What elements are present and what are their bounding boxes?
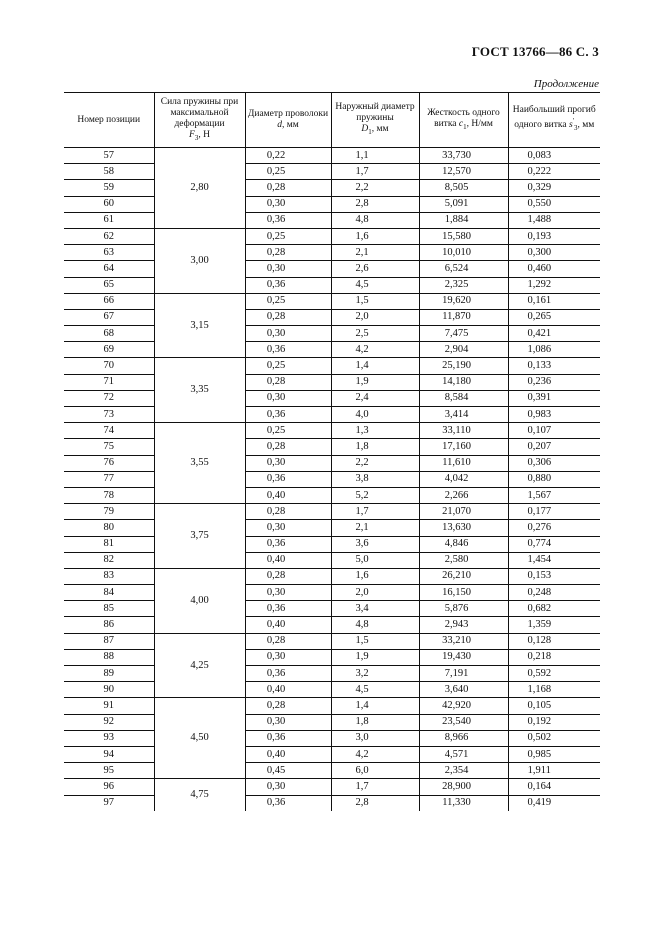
- outer-diameter-cell: 1,3: [331, 423, 419, 439]
- deflection-cell: 0,300: [508, 245, 600, 261]
- table-row: [64, 795, 600, 811]
- position-cell: 75: [64, 439, 154, 455]
- outer-diameter-cell: 1,6: [331, 228, 419, 244]
- table-row: [64, 245, 600, 261]
- position-cell: 78: [64, 487, 154, 503]
- table-row: [64, 487, 600, 503]
- stiffness-cell: 5,876: [419, 601, 508, 617]
- deflection-cell: 0,128: [508, 633, 600, 649]
- deflection-cell: 1,168: [508, 682, 600, 698]
- position-cell: 65: [64, 277, 154, 293]
- deflection-cell: 1,086: [508, 342, 600, 358]
- position-cell: 74: [64, 423, 154, 439]
- wire-diameter-cell: 0,36: [245, 212, 331, 228]
- stiffness-cell: 17,160: [419, 439, 508, 455]
- stiffness-cell: 7,475: [419, 326, 508, 342]
- position-cell: 67: [64, 309, 154, 325]
- position-cell: 76: [64, 455, 154, 471]
- outer-diameter-cell: 1,8: [331, 439, 419, 455]
- deflection-cell: 0,248: [508, 585, 600, 601]
- position-cell: 91: [64, 698, 154, 714]
- position-cell: 95: [64, 763, 154, 779]
- col-header-stiffness: [419, 93, 508, 148]
- table-row: [64, 309, 600, 325]
- position-cell: 58: [64, 164, 154, 180]
- col-position-label: Номер позиции: [77, 114, 141, 125]
- position-cell: 83: [64, 568, 154, 584]
- outer-diameter-cell: 1,5: [331, 293, 419, 309]
- deflection-cell: 0,193: [508, 228, 600, 244]
- continuation-label: Продолжение: [533, 78, 599, 90]
- wire-diameter-cell: 0,28: [245, 568, 331, 584]
- wire-diameter-cell: 0,36: [245, 730, 331, 746]
- outer-diameter-cell: 2,0: [331, 585, 419, 601]
- deflection-cell: 0,460: [508, 261, 600, 277]
- outer-diameter-cell: 3,4: [331, 601, 419, 617]
- position-cell: 86: [64, 617, 154, 633]
- outer-diameter-cell: 2,4: [331, 390, 419, 406]
- stiffness-cell: 11,610: [419, 455, 508, 471]
- wire-diameter-cell: 0,36: [245, 471, 331, 487]
- outer-diameter-cell: 1,7: [331, 779, 419, 795]
- deflection-cell: 0,421: [508, 326, 600, 342]
- wire-diameter-cell: 0,36: [245, 536, 331, 552]
- wire-diameter-cell: 0,40: [245, 552, 331, 568]
- outer-unit: , мм: [371, 124, 389, 135]
- outer-diameter-cell: 4,0: [331, 407, 419, 423]
- wire-diameter-cell: 0,25: [245, 358, 331, 374]
- stiffness-cell: 8,505: [419, 180, 508, 196]
- table-row: [64, 520, 600, 536]
- wire-diameter-cell: 0,30: [245, 585, 331, 601]
- outer-diameter-cell: 4,5: [331, 277, 419, 293]
- stiffness-cell: 26,210: [419, 568, 508, 584]
- table-row: [64, 714, 600, 730]
- stiffness-cell: 19,620: [419, 293, 508, 309]
- table-row: [64, 455, 600, 471]
- deflection-cell: 0,133: [508, 358, 600, 374]
- outer-diameter-cell: 1,1: [331, 148, 419, 164]
- stiffness-symbol: c: [458, 118, 464, 129]
- stiffness-unit: , Н/мм: [466, 118, 493, 129]
- position-cell: 94: [64, 746, 154, 762]
- table-row: [64, 423, 600, 439]
- deflection-cell: 1,488: [508, 212, 600, 228]
- wire-diameter-cell: 0,22: [245, 148, 331, 164]
- force-cell: 2,80: [154, 148, 245, 229]
- deflection-cell: 0,153: [508, 568, 600, 584]
- wire-diameter-cell: 0,28: [245, 504, 331, 520]
- deflection-cell: 0,207: [508, 439, 600, 455]
- force-unit: , Н: [198, 129, 210, 140]
- position-cell: 79: [64, 504, 154, 520]
- table-row: [64, 326, 600, 342]
- col-stiffness-label: Жесткость одного витка: [427, 107, 500, 129]
- table-row: [64, 407, 600, 423]
- wire-diameter-cell: 0,40: [245, 617, 331, 633]
- stiffness-cell: 2,943: [419, 617, 508, 633]
- outer-diameter-cell: 2,6: [331, 261, 419, 277]
- position-cell: 82: [64, 552, 154, 568]
- stiffness-cell: 11,870: [419, 309, 508, 325]
- deflection-cell: 0,164: [508, 779, 600, 795]
- outer-diameter-cell: 2,1: [331, 245, 419, 261]
- deflection-cell: 1,454: [508, 552, 600, 568]
- outer-diameter-cell: 3,8: [331, 471, 419, 487]
- outer-diameter-cell: 3,0: [331, 730, 419, 746]
- force-cell: 3,00: [154, 228, 245, 293]
- wire-diameter-cell: 0,28: [245, 180, 331, 196]
- stiffness-cell: 4,571: [419, 746, 508, 762]
- deflection-unit: , мм: [577, 120, 595, 131]
- position-cell: 61: [64, 212, 154, 228]
- wire-diameter-cell: 0,30: [245, 714, 331, 730]
- force-cell: 3,55: [154, 423, 245, 504]
- table-row: [64, 552, 600, 568]
- deflection-cell: 0,306: [508, 455, 600, 471]
- wire-diameter-cell: 0,28: [245, 439, 331, 455]
- wire-diameter-cell: 0,28: [245, 374, 331, 390]
- deflection-cell: 0,502: [508, 730, 600, 746]
- wire-diameter-cell: 0,36: [245, 342, 331, 358]
- table-row: [64, 164, 600, 180]
- force-cell: 4,75: [154, 779, 245, 811]
- outer-diameter-cell: 1,9: [331, 649, 419, 665]
- position-cell: 62: [64, 228, 154, 244]
- position-cell: 69: [64, 342, 154, 358]
- position-cell: 71: [64, 374, 154, 390]
- table-row: [64, 228, 600, 244]
- col-header-force: [154, 93, 245, 148]
- deflection-cell: 0,880: [508, 471, 600, 487]
- stiffness-cell: 7,191: [419, 666, 508, 682]
- stiffness-cell: 13,630: [419, 520, 508, 536]
- wire-diameter-cell: 0,36: [245, 407, 331, 423]
- position-cell: 64: [64, 261, 154, 277]
- wire-diameter-cell: 0,40: [245, 746, 331, 762]
- position-cell: 96: [64, 779, 154, 795]
- table-row: [64, 682, 600, 698]
- table-header-row: [64, 93, 600, 148]
- position-cell: 60: [64, 196, 154, 212]
- wire-diameter-cell: 0,36: [245, 277, 331, 293]
- stiffness-cell: 3,640: [419, 682, 508, 698]
- position-cell: 85: [64, 601, 154, 617]
- outer-diameter-cell: 2,8: [331, 795, 419, 811]
- wire-diameter-cell: 0,45: [245, 763, 331, 779]
- spring-spec-table: [64, 92, 600, 811]
- col-header-outer-diameter: [331, 93, 419, 148]
- outer-diameter-cell: 4,2: [331, 746, 419, 762]
- deflection-prime: ': [572, 117, 574, 126]
- position-cell: 59: [64, 180, 154, 196]
- stiffness-cell: 2,904: [419, 342, 508, 358]
- col-deflection-label: Наибольший прогиб одного витка: [512, 105, 596, 131]
- force-cell: 4,50: [154, 698, 245, 779]
- stiffness-cell: 25,190: [419, 358, 508, 374]
- deflection-cell: 0,107: [508, 423, 600, 439]
- table-row: [64, 568, 600, 584]
- table-row: [64, 196, 600, 212]
- deflection-cell: 0,083: [508, 148, 600, 164]
- table-row: [64, 277, 600, 293]
- stiffness-cell: 8,966: [419, 730, 508, 746]
- outer-diameter-cell: 5,0: [331, 552, 419, 568]
- outer-diameter-cell: 2,1: [331, 520, 419, 536]
- stiffness-cell: 33,210: [419, 633, 508, 649]
- deflection-cell: 1,359: [508, 617, 600, 633]
- position-cell: 92: [64, 714, 154, 730]
- position-cell: 90: [64, 682, 154, 698]
- outer-subscript: 1: [368, 127, 372, 136]
- outer-diameter-cell: 1,6: [331, 568, 419, 584]
- wire-diameter-cell: 0,30: [245, 390, 331, 406]
- force-subscript: 3: [194, 133, 199, 142]
- outer-diameter-cell: 4,8: [331, 617, 419, 633]
- position-cell: 72: [64, 390, 154, 406]
- wire-diameter-cell: 0,30: [245, 261, 331, 277]
- table-row: [64, 293, 600, 309]
- force-cell: 3,35: [154, 358, 245, 423]
- deflection-cell: 1,911: [508, 763, 600, 779]
- page-header: ГОСТ 13766—86 С. 3: [471, 44, 599, 59]
- deflection-cell: 0,222: [508, 164, 600, 180]
- deflection-cell: 0,177: [508, 504, 600, 520]
- wire-diameter-cell: 0,25: [245, 293, 331, 309]
- wire-diameter-cell: 0,30: [245, 520, 331, 536]
- position-cell: 70: [64, 358, 154, 374]
- table-row: [64, 633, 600, 649]
- col-header-deflection: [508, 93, 600, 148]
- deflection-cell: 0,419: [508, 795, 600, 811]
- table-row: [64, 666, 600, 682]
- wire-diameter-cell: 0,30: [245, 196, 331, 212]
- stiffness-cell: 5,091: [419, 196, 508, 212]
- outer-diameter-cell: 2,5: [331, 326, 419, 342]
- stiffness-cell: 33,730: [419, 148, 508, 164]
- position-cell: 73: [64, 407, 154, 423]
- table-row: [64, 212, 600, 228]
- stiffness-cell: 15,580: [419, 228, 508, 244]
- col-header-position: [64, 93, 154, 148]
- force-cell: 4,25: [154, 633, 245, 698]
- stiffness-cell: 3,414: [419, 407, 508, 423]
- wire-diameter-cell: 0,30: [245, 455, 331, 471]
- deflection-cell: 0,105: [508, 698, 600, 714]
- position-cell: 77: [64, 471, 154, 487]
- deflection-symbol: s: [568, 120, 573, 131]
- deflection-cell: 0,983: [508, 407, 600, 423]
- outer-diameter-cell: 1,8: [331, 714, 419, 730]
- stiffness-cell: 2,266: [419, 487, 508, 503]
- stiffness-cell: 4,846: [419, 536, 508, 552]
- wire-diameter-cell: 0,40: [245, 682, 331, 698]
- table-row: [64, 374, 600, 390]
- wire-diameter-cell: 0,25: [245, 423, 331, 439]
- wire-diameter-cell: 0,28: [245, 309, 331, 325]
- stiffness-cell: 2,325: [419, 277, 508, 293]
- wire-diameter-cell: 0,36: [245, 601, 331, 617]
- outer-diameter-cell: 6,0: [331, 763, 419, 779]
- wire-diameter-cell: 0,30: [245, 326, 331, 342]
- outer-diameter-cell: 2,2: [331, 455, 419, 471]
- deflection-cell: 0,774: [508, 536, 600, 552]
- wire-diameter-cell: 0,30: [245, 779, 331, 795]
- force-cell: 4,00: [154, 568, 245, 633]
- deflection-cell: 0,192: [508, 714, 600, 730]
- position-cell: 66: [64, 293, 154, 309]
- table-row: [64, 471, 600, 487]
- deflection-cell: 0,329: [508, 180, 600, 196]
- wire-diameter-cell: 0,30: [245, 649, 331, 665]
- table-row: [64, 358, 600, 374]
- force-symbol: F: [189, 129, 195, 140]
- stiffness-cell: 33,110: [419, 423, 508, 439]
- stiffness-cell: 1,884: [419, 212, 508, 228]
- outer-diameter-cell: 1,9: [331, 374, 419, 390]
- wire-diameter-cell: 0,25: [245, 228, 331, 244]
- outer-diameter-cell: 2,2: [331, 180, 419, 196]
- stiffness-cell: 2,580: [419, 552, 508, 568]
- deflection-cell: 0,161: [508, 293, 600, 309]
- table-row: [64, 601, 600, 617]
- table-row: [64, 779, 600, 795]
- table-row: [64, 504, 600, 520]
- outer-diameter-cell: 1,4: [331, 358, 419, 374]
- stiffness-cell: 4,042: [419, 471, 508, 487]
- wire-diameter-cell: 0,28: [245, 245, 331, 261]
- table-body: [64, 148, 600, 811]
- outer-diameter-cell: 3,2: [331, 666, 419, 682]
- position-cell: 57: [64, 148, 154, 164]
- stiffness-cell: 28,900: [419, 779, 508, 795]
- outer-diameter-cell: 4,5: [331, 682, 419, 698]
- table-row: [64, 617, 600, 633]
- stiffness-subscript: 1: [463, 122, 467, 131]
- outer-diameter-cell: 1,7: [331, 504, 419, 520]
- table-row: [64, 261, 600, 277]
- outer-diameter-cell: 3,6: [331, 536, 419, 552]
- stiffness-cell: 10,010: [419, 245, 508, 261]
- outer-diameter-cell: 5,2: [331, 487, 419, 503]
- deflection-cell: 0,682: [508, 601, 600, 617]
- outer-diameter-cell: 2,8: [331, 196, 419, 212]
- position-cell: 89: [64, 666, 154, 682]
- outer-diameter-cell: 1,7: [331, 164, 419, 180]
- position-cell: 80: [64, 520, 154, 536]
- col-wire-label: Диаметр проволоки: [247, 109, 329, 119]
- table-row: [64, 730, 600, 746]
- position-cell: 63: [64, 245, 154, 261]
- col-outer-label: Наружный диаметр пружины: [335, 102, 415, 124]
- table-row: [64, 180, 600, 196]
- wire-diameter-cell: 0,36: [245, 795, 331, 811]
- table-row: [64, 439, 600, 455]
- force-cell: 3,15: [154, 293, 245, 358]
- table-row: [64, 585, 600, 601]
- force-cell: 3,75: [154, 504, 245, 569]
- table-row: [64, 746, 600, 762]
- stiffness-cell: 14,180: [419, 374, 508, 390]
- stiffness-cell: 21,070: [419, 504, 508, 520]
- deflection-cell: 0,391: [508, 390, 600, 406]
- stiffness-cell: 2,354: [419, 763, 508, 779]
- col-force-label: Сила пружины при максимальной деформации: [160, 96, 239, 129]
- wire-symbol: d: [277, 120, 282, 130]
- deflection-cell: 0,218: [508, 649, 600, 665]
- table-row: [64, 763, 600, 779]
- position-cell: 97: [103, 797, 114, 809]
- table-row: [64, 390, 600, 406]
- wire-diameter-cell: 0,25: [245, 164, 331, 180]
- stiffness-cell: 12,570: [419, 164, 508, 180]
- deflection-cell: 0,276: [508, 520, 600, 536]
- position-cell: 88: [64, 649, 154, 665]
- wire-diameter-cell: 0,40: [245, 487, 331, 503]
- outer-diameter-cell: 1,4: [331, 698, 419, 714]
- wire-diameter-cell: 0,28: [245, 698, 331, 714]
- outer-diameter-cell: 4,8: [331, 212, 419, 228]
- table-row: [64, 698, 600, 714]
- wire-unit: , мм: [281, 120, 299, 130]
- stiffness-cell: 11,330: [419, 795, 508, 811]
- position-cell: 84: [64, 585, 154, 601]
- deflection-cell: 1,292: [508, 277, 600, 293]
- col-header-wire-diameter: [245, 93, 331, 148]
- deflection-cell: 0,265: [508, 309, 600, 325]
- deflection-cell: 0,550: [508, 196, 600, 212]
- stiffness-cell: 8,584: [419, 390, 508, 406]
- position-cell: 68: [64, 326, 154, 342]
- deflection-cell: 0,592: [508, 666, 600, 682]
- position-cell: 87: [64, 633, 154, 649]
- position-cell: 81: [64, 536, 154, 552]
- table-row: [64, 536, 600, 552]
- table-row: [64, 342, 600, 358]
- outer-diameter-cell: 2,0: [331, 309, 419, 325]
- wire-diameter-cell: 0,36: [245, 666, 331, 682]
- stiffness-cell: 6,524: [419, 261, 508, 277]
- deflection-cell: 0,236: [508, 374, 600, 390]
- stiffness-cell: 16,150: [419, 585, 508, 601]
- wire-diameter-cell: 0,28: [245, 633, 331, 649]
- deflection-cell: 1,567: [508, 487, 600, 503]
- outer-diameter-cell: 1,5: [331, 633, 419, 649]
- stiffness-cell: 42,920: [419, 698, 508, 714]
- table-row: [64, 148, 600, 164]
- outer-diameter-cell: 4,2: [331, 342, 419, 358]
- deflection-cell: 0,985: [508, 746, 600, 762]
- table-row: [64, 649, 600, 665]
- position-cell: 93: [64, 730, 154, 746]
- deflection-subscript: 3: [573, 124, 578, 133]
- stiffness-cell: 19,430: [419, 649, 508, 665]
- stiffness-cell: 23,540: [419, 714, 508, 730]
- outer-symbol: D: [361, 124, 369, 135]
